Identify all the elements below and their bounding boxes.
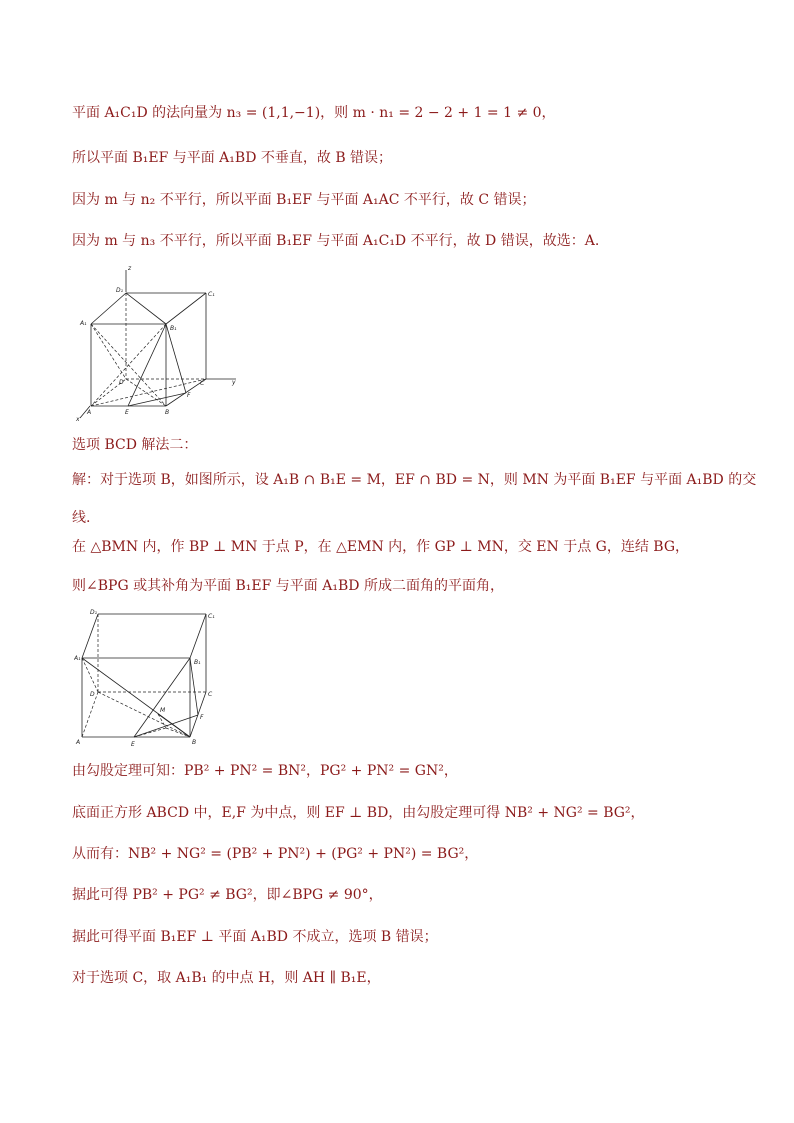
fig1-label-z: z [128,265,132,272]
fig1-label-c1: C₁ [208,291,215,298]
fig2-label-a1: A₁ [74,655,81,662]
fig2-label-c: C [208,691,213,698]
fig2-label-f: F [200,714,204,721]
fig1-label-d1: D₁ [116,287,124,294]
fig1-label-a: A [87,409,92,416]
text-line-6: 解：对于选项 B，如图所示，设 A₁B ∩ B₁E = M，EF ∩ BD = N，则 MN 为平面 B₁EF 与平面 A₁BD 的交 [72,472,757,488]
text-line-13: 据此可得 PB² + PG² ≠ BG²，即∠BPG ≠ 90°， [72,887,383,903]
fig1-label-b1: B₁ [170,325,177,332]
text-line-14: 据此可得平面 B₁EF ⊥ 平面 A₁BD 不成立，选项 B 错误； [72,929,438,945]
figure-cube-coordinate [74,262,244,422]
fig1-label-x: x [76,416,80,422]
text-line-9: 则∠BPG 或其补角为平面 B₁EF 与平面 A₁BD 所成二面角的平面角， [72,578,504,594]
fig2-label-m: M [160,707,166,714]
text-line-10: 由勾股定理可知：PB² + PN² = BN²，PG² + PN² = GN²， [72,763,458,779]
text-line-7: 线. [72,510,91,526]
fig1-label-y: y [232,379,236,386]
fig1-label-b: B [165,409,170,416]
figure-cube-dihedral [74,606,224,748]
fig2-label-a: A [76,739,81,746]
fig1-label-f: F [187,392,191,399]
text-line-15: 对于选项 C，取 A₁B₁ 的中点 H，则 AH ∥ B₁E， [72,970,381,986]
text-line-3: 因为 m 与 n₂ 不平行，所以平面 B₁EF 与平面 A₁AC 不平行，故 C 错误； [72,192,536,208]
fig2-label-e: E [131,741,135,748]
text-line-1: 平面 A₁C₁D 的法向量为 n₃ = (1,1,−1)，则 m · n₁ = 2 − 2 + 1 = 1 ≠ 0， [72,105,556,121]
fig2-label-c1: C₁ [208,613,215,620]
fig1-label-e: E [125,409,129,416]
fig1-label-a1: A₁ [80,320,87,327]
fig2-label-b: B [192,739,197,746]
text-line-12: 从而有：NB² + NG² = (PB² + PN²) + (PG² + PN²) = BG²， [72,846,479,862]
fig2-label-d: D [90,691,95,698]
fig1-label-d: D [119,379,124,386]
text-line-4: 因为 m 与 n₃ 不平行，所以平面 B₁EF 与平面 A₁C₁D 不平行，故 D 错误，故选：A. [72,233,600,249]
text-line-8: 在 △BMN 内，作 BP ⊥ MN 于点 P，在 △EMN 内，作 GP ⊥ MN，交 EN 于点 G，连结 BG， [72,539,690,555]
fig2-label-d1: D₁ [90,609,98,616]
fig2-label-b1: B₁ [194,659,201,666]
text-line-5: 选项 BCD 解法二： [72,437,198,453]
text-line-11: 底面正方形 ABCD 中，E,F 为中点，则 EF ⊥ BD，由勾股定理可得 NB² + NG² = BG²， [72,805,645,821]
text-line-2: 所以平面 B₁EF 与平面 A₁BD 不垂直，故 B 错误； [72,150,393,166]
fig1-label-c: C [200,380,205,387]
